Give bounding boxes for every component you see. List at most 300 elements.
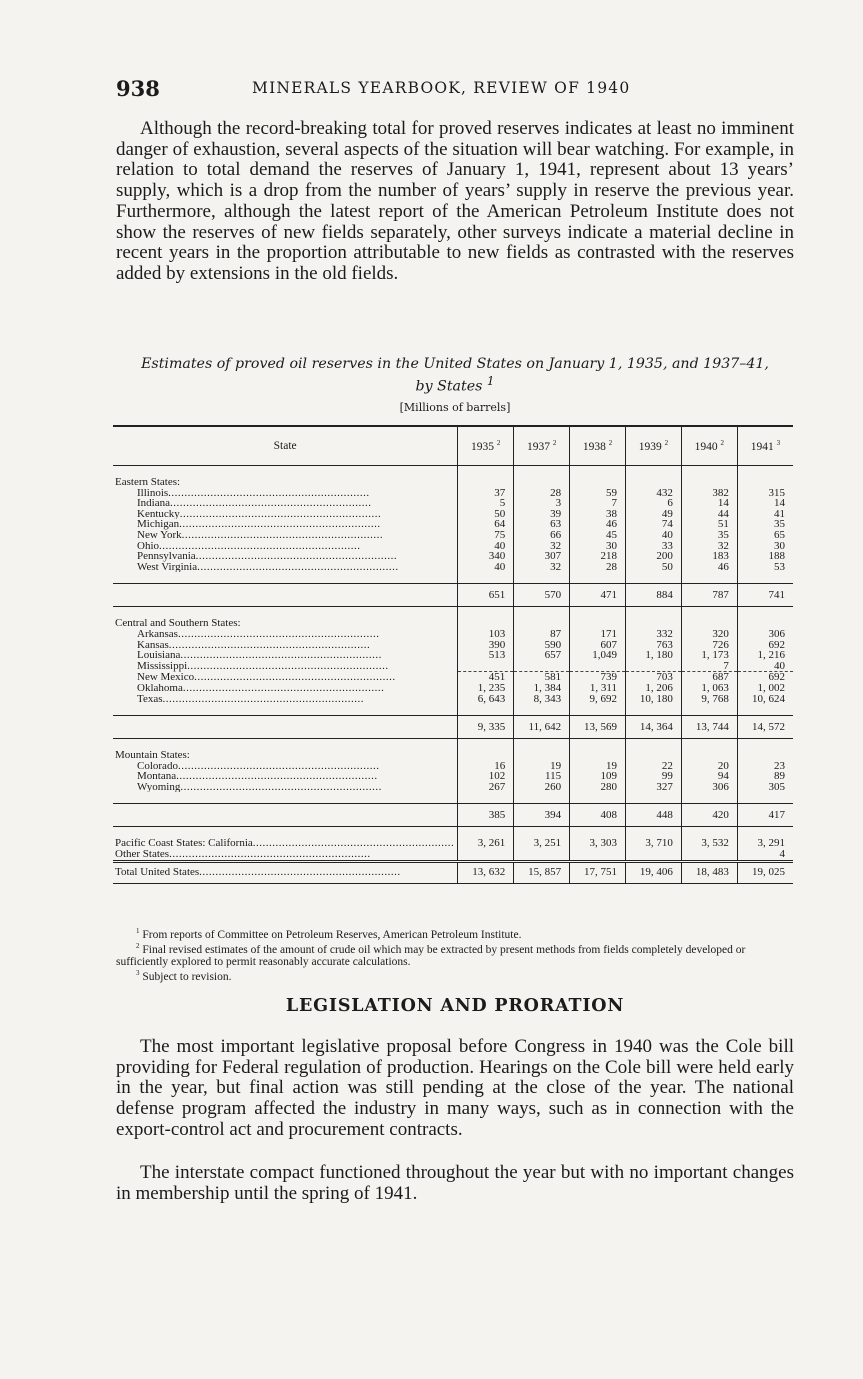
spacer-row [113, 792, 793, 804]
table-cell: 448 [626, 804, 682, 827]
dot-leader: .............................................................. [187, 660, 389, 672]
table-row [113, 509, 793, 520]
grand-total-row [113, 861, 793, 883]
table-cell [458, 618, 514, 629]
table-cell: 3, 710 [626, 838, 682, 849]
state-name: Colorado [137, 760, 178, 772]
column-footnote-mark: 2 [552, 439, 557, 448]
column-footnote-mark: 2 [496, 439, 501, 448]
dot-leader: .............................................................. [177, 760, 380, 772]
dot-leader: .............................................................. [176, 771, 378, 782]
table-cell: 315 [737, 488, 793, 499]
footnote-mark: 3 [136, 969, 140, 978]
state-name: Arkansas [137, 628, 178, 640]
table-cell [458, 849, 514, 861]
table-cell [737, 466, 793, 478]
table-cell: 703 [626, 672, 682, 683]
state-name: Michigan [137, 519, 180, 530]
spacer-row [113, 827, 793, 839]
spacer-row [113, 466, 793, 478]
legislation-paragraph-2 [116, 1163, 794, 1204]
table-cell: 53 [737, 562, 793, 573]
table-cell: 11, 642 [514, 716, 570, 739]
table-cell: 306 [681, 782, 737, 793]
intro-paragraph-text: Although the record-breaking total for proved reserves indicates at least no imminent danger of exhaustion, several aspects of the situation will bear watching. For example, in relation to total demand the reserves of January 1, 1941, represent about 13 years’ supply, which is a drop from the number of years’ supply in reserve the previous year. Furthermore, although the latest report of the American Petroleum Institute does not show the reserves of new fields separately, other surveys indicate a material decline in recent years in the proportion attributable to new fields as contrasted with the reserves added by extensions in the old fields. [116, 118, 794, 284]
table-cell [626, 750, 682, 761]
table-cell: 30 [737, 541, 793, 552]
table-cell [570, 792, 626, 804]
table-cell: 40 [737, 661, 793, 672]
table-cell: 10, 624 [737, 694, 793, 705]
table-cell: 75 [458, 530, 514, 541]
table-cell: 35 [681, 530, 737, 541]
running-head [116, 76, 796, 100]
group-total-row [113, 584, 793, 607]
table-row [113, 629, 793, 640]
dot-leader: .............................................................. [180, 650, 382, 661]
table-cell: 45 [570, 530, 626, 541]
table-cell: 417 [737, 804, 793, 827]
dot-leader: .............................................................. [168, 639, 371, 651]
state-name: Kentucky [137, 508, 180, 520]
row-label [113, 640, 458, 651]
table-cell: 9, 692 [570, 694, 626, 705]
table-cell: 1, 002 [737, 683, 793, 694]
table-header-row [113, 426, 793, 466]
column-header-year: 1941 $^3$ [737, 426, 793, 466]
table-cell [458, 607, 514, 619]
row-label [113, 530, 458, 541]
table-cell: 657 [514, 650, 570, 661]
spacer-row [113, 704, 793, 716]
column-header-year: 1939 $^2$ [626, 426, 682, 466]
table-row [113, 498, 793, 509]
table-cell: 280 [570, 782, 626, 793]
table-cell: 382 [681, 488, 737, 499]
table-cell [681, 607, 737, 619]
table-cell: 33 [626, 541, 682, 552]
table-cell [570, 849, 626, 861]
table-units: [Millions of barrels] [399, 401, 511, 414]
table-cell: 18, 483 [681, 861, 737, 883]
row-label [113, 694, 458, 705]
table-row [113, 683, 793, 694]
column-header-year: 1940 $^2$ [681, 426, 737, 466]
table-cell: 3, 303 [570, 838, 626, 849]
other-states-row [113, 849, 793, 861]
table-cell: 1, 063 [681, 683, 737, 694]
table-cell: 50 [626, 562, 682, 573]
table-cell [514, 849, 570, 861]
dot-leader: .............................................................. [159, 540, 361, 552]
table-cell: 305 [737, 782, 793, 793]
table-cell [626, 477, 682, 488]
column-header-year: 1935 $^2$ [458, 426, 514, 466]
running-title: MINERALS YEARBOOK, REVIEW OF 1940 [252, 79, 631, 97]
table-row [113, 541, 793, 552]
row-label [113, 519, 458, 530]
table-cell: 19 [514, 761, 570, 772]
row-label [113, 704, 458, 716]
state-name: Montana [137, 771, 177, 782]
table-cell: 200 [626, 551, 682, 562]
table-cell [570, 607, 626, 619]
table-cell [737, 739, 793, 751]
group-total-row [113, 804, 793, 827]
table-cell: 332 [626, 629, 682, 640]
table-cell: 408 [570, 804, 626, 827]
table-cell: 3, 291 [737, 838, 793, 849]
table-cell: 218 [570, 551, 626, 562]
row-label [113, 498, 458, 509]
row-label [113, 861, 458, 883]
state-name: Total United States [115, 866, 200, 879]
spacer-row [113, 607, 793, 619]
table-row [113, 672, 793, 683]
state-name: Indiana [137, 498, 170, 509]
table-row [113, 488, 793, 499]
table-cell [681, 572, 737, 584]
row-label [113, 782, 458, 793]
table-cell: 260 [514, 782, 570, 793]
table-cell: 46 [681, 562, 737, 573]
dot-leader: .............................................................. [179, 519, 381, 530]
row-label [113, 572, 458, 584]
group-heading-row [113, 750, 793, 761]
table-cell [681, 849, 737, 861]
legislation-paragraph-2-text: The interstate compact functioned throughout the year but with no important changes in membership until the spring of 1941. [116, 1162, 794, 1204]
state-name: Kansas [137, 639, 169, 651]
table-cell [626, 466, 682, 478]
table-cell: 513 [458, 650, 514, 661]
state-name: Mountain States: [115, 750, 190, 761]
row-label [113, 761, 458, 772]
table-cell: 7 [570, 498, 626, 509]
table-cell [458, 477, 514, 488]
row-label [113, 827, 458, 839]
table-cell [737, 792, 793, 804]
table-cell: 16 [458, 761, 514, 772]
oil-reserves-table [113, 425, 793, 884]
table-cell: 14, 364 [626, 716, 682, 739]
table-cell: 687 [681, 672, 737, 683]
table-cell: 394 [514, 804, 570, 827]
spacer-row [113, 739, 793, 751]
table-row [113, 782, 793, 793]
intro-paragraph [116, 119, 794, 285]
table-cell: 9, 335 [458, 716, 514, 739]
table-cell: 7 [681, 661, 737, 672]
page-number: 938 [116, 76, 160, 101]
table-cell: 188 [737, 551, 793, 562]
table-cell [626, 739, 682, 751]
dot-leader: .............................................................. [162, 693, 364, 705]
table-cell: 3, 251 [514, 838, 570, 849]
table-cell: 37 [458, 488, 514, 499]
table-cell [737, 704, 793, 716]
table-cell [514, 792, 570, 804]
table-cell: 87 [514, 629, 570, 640]
table-cell: 1, 384 [514, 683, 570, 694]
table-cell [681, 466, 737, 478]
table-cell: 44 [681, 509, 737, 520]
table-cell: 9, 768 [681, 694, 737, 705]
table-row [113, 530, 793, 541]
dot-leader: .............................................................. [181, 529, 384, 541]
footnote-text: From reports of Committee on Petroleum Reserves, American Petroleum Institute. [142, 928, 522, 941]
table-cell [458, 572, 514, 584]
table-cell: 19 [570, 761, 626, 772]
table-cell: 183 [681, 551, 737, 562]
table-cell [570, 618, 626, 629]
table-cell: 28 [514, 488, 570, 499]
table-cell [737, 607, 793, 619]
state-name: West Virginia [137, 561, 198, 573]
table-cell: 20 [681, 761, 737, 772]
table-cell: 1, 206 [626, 683, 682, 694]
row-label [113, 466, 458, 478]
table-cell: 1,049 [570, 650, 626, 661]
table-cell: 5 [458, 498, 514, 509]
table-row [113, 551, 793, 562]
table-cell [570, 739, 626, 751]
state-name: Pennsylvania [137, 551, 196, 562]
footnote [116, 926, 794, 941]
table-row [113, 661, 793, 672]
table-cell: 4 [737, 849, 793, 861]
table-cell: 581 [514, 672, 570, 683]
table-cell: 3, 532 [681, 838, 737, 849]
table-cell [570, 750, 626, 761]
table-cell: 74 [626, 519, 682, 530]
table-cell [514, 704, 570, 716]
table-cell: 590 [514, 640, 570, 651]
table-cell: 115 [514, 771, 570, 782]
table-cell: 3, 261 [458, 838, 514, 849]
row-label [113, 618, 458, 629]
state-name: Oklahoma [137, 682, 183, 694]
table-cell: 385 [458, 804, 514, 827]
dot-leader: .............................................................. [169, 849, 371, 861]
table-row [113, 650, 793, 661]
table-cell [681, 477, 737, 488]
table-cell [458, 739, 514, 751]
table-cell: 692 [737, 640, 793, 651]
table-cell: 94 [681, 771, 737, 782]
row-label [113, 849, 458, 861]
table-cell [514, 572, 570, 584]
legislation-paragraph-1 [116, 1037, 794, 1141]
table-cell: 102 [458, 771, 514, 782]
column-footnote-mark: 2 [664, 439, 669, 448]
table-row [113, 761, 793, 772]
table-cell [458, 792, 514, 804]
table-caption-line-2: by States [415, 378, 483, 395]
table-cell [458, 661, 514, 672]
row-label [113, 804, 458, 827]
row-label [113, 750, 458, 761]
table-cell [458, 704, 514, 716]
table-cell: 59 [570, 488, 626, 499]
state-name: Eastern States: [115, 477, 181, 488]
column-footnote-mark: 3 [776, 439, 781, 448]
table-cell: 65 [737, 530, 793, 541]
table-cell: 10, 180 [626, 694, 682, 705]
table-cell: 340 [458, 551, 514, 562]
table-cell: 66 [514, 530, 570, 541]
table-cell: 99 [626, 771, 682, 782]
footnote [116, 968, 794, 983]
state-name: Wyoming [137, 781, 181, 793]
table-cell: 63 [514, 519, 570, 530]
dot-leader: .............................................................. [182, 682, 385, 694]
dot-leader: .............................................................. [194, 671, 396, 683]
table-cell [626, 618, 682, 629]
table-cell [626, 572, 682, 584]
footnote [116, 941, 794, 968]
table-cell: 390 [458, 640, 514, 651]
table-row [113, 640, 793, 651]
table-cell: 267 [458, 782, 514, 793]
legislation-paragraph-1-text: The most important legislative proposal before Congress in 1940 was the Cole bill providing for Federal regulation of production. Hearings on the Cole bill were held early in the year, but final action was still pending at the close of the year. The national defense program affected the industry in many ways, such as in connection with the export-control act and procurement contracts. [116, 1036, 794, 1140]
table-cell [570, 477, 626, 488]
table-cell: 741 [737, 584, 793, 607]
footnote-mark: 1 [136, 927, 140, 935]
table-cell: 109 [570, 771, 626, 782]
table-cell [681, 739, 737, 751]
pacific-row [113, 838, 793, 849]
column-header-year: 1937 $^2$ [514, 426, 570, 466]
table-cell [737, 572, 793, 584]
table-cell: 38 [570, 509, 626, 520]
table-cell: 726 [681, 640, 737, 651]
table-cell [681, 704, 737, 716]
table-cell: 22 [626, 761, 682, 772]
table-cell [737, 477, 793, 488]
table-caption-footnote-mark: 1 [486, 374, 495, 388]
table-cell [514, 477, 570, 488]
table-cell [514, 618, 570, 629]
table-cell: 1, 311 [570, 683, 626, 694]
row-label [113, 551, 458, 562]
table-cell [570, 572, 626, 584]
row-label [113, 792, 458, 804]
table-cell: 739 [570, 672, 626, 683]
table-cell [458, 750, 514, 761]
spacer-row [113, 572, 793, 584]
row-label [113, 838, 458, 849]
group-heading-row [113, 477, 793, 488]
dot-leader: .............................................................. [195, 551, 398, 562]
table-cell: 35 [737, 519, 793, 530]
table-cell: 787 [681, 584, 737, 607]
table-cell: 451 [458, 672, 514, 683]
table-row [113, 694, 793, 705]
table-cell [626, 704, 682, 716]
dot-leader: .............................................................. [180, 781, 382, 793]
column-footnote-mark: 2 [608, 439, 613, 448]
table-cell: 1, 216 [737, 650, 793, 661]
state-name: Other States [115, 849, 170, 861]
state-name: Ohio [137, 540, 159, 552]
row-label [113, 488, 458, 499]
table-cell [514, 466, 570, 478]
footnote-text: Final revised estimates of the amount of crude oil which may be extracted by present methods from fields completely developed or sufficiently explored to permit reasonably accurate calculations. [116, 944, 746, 968]
row-label [113, 716, 458, 739]
footnotes [116, 926, 794, 983]
table-cell: 13, 744 [681, 716, 737, 739]
state-name: Mississippi [137, 660, 188, 672]
table-cell: 14 [737, 498, 793, 509]
table-cell: 8, 343 [514, 694, 570, 705]
table-cell: 6 [626, 498, 682, 509]
dot-leader: .............................................................. [177, 628, 380, 640]
table-cell: 14, 572 [737, 716, 793, 739]
state-name: Pacific Coast States: California [115, 838, 253, 850]
table-cell [626, 792, 682, 804]
table-cell: 13, 569 [570, 716, 626, 739]
table-cell: 1, 180 [626, 650, 682, 661]
row-label [113, 607, 458, 619]
table-cell: 307 [514, 551, 570, 562]
row-label [113, 771, 458, 782]
table-row [113, 562, 793, 573]
table-cell: 19, 025 [737, 861, 793, 883]
footnote-text: Subject to revision. [142, 970, 232, 983]
table-cell: 49 [626, 509, 682, 520]
table-cell: 1, 173 [681, 650, 737, 661]
table-cell [514, 739, 570, 751]
table-cell: 50 [458, 509, 514, 520]
table-cell: 692 [737, 672, 793, 683]
row-label [113, 562, 458, 573]
group-heading-row [113, 618, 793, 629]
table-cell: 13, 632 [458, 861, 514, 883]
table-cell: 1, 235 [458, 683, 514, 694]
table-row [113, 771, 793, 782]
table-cell: 884 [626, 584, 682, 607]
table-cell: 432 [626, 488, 682, 499]
table-cell [514, 607, 570, 619]
state-name: Texas [137, 693, 163, 705]
table-cell: 40 [458, 541, 514, 552]
table-cell: 39 [514, 509, 570, 520]
row-label [113, 629, 458, 640]
table-cell [626, 849, 682, 861]
dot-leader: .............................................................. [197, 561, 399, 573]
table-cell [681, 792, 737, 804]
state-name: Central and Southern States: [115, 618, 241, 629]
table-cell: 306 [737, 629, 793, 640]
table-cell [570, 466, 626, 478]
table-cell: 23 [737, 761, 793, 772]
table-cell: 420 [681, 804, 737, 827]
table-cell: 6, 643 [458, 694, 514, 705]
table-cell: 51 [681, 519, 737, 530]
table-cell: 103 [458, 629, 514, 640]
table-cell: 15, 857 [514, 861, 570, 883]
table-cell: 40 [626, 530, 682, 541]
row-label [113, 477, 458, 488]
state-name: Illinois [137, 487, 169, 499]
table-cell: 89 [737, 771, 793, 782]
footnote-mark: 2 [136, 942, 140, 951]
dot-leader: .............................................................. [252, 838, 455, 850]
state-name: New Mexico [137, 671, 195, 683]
table-cell [570, 704, 626, 716]
table-cell: 32 [514, 541, 570, 552]
row-label [113, 509, 458, 520]
